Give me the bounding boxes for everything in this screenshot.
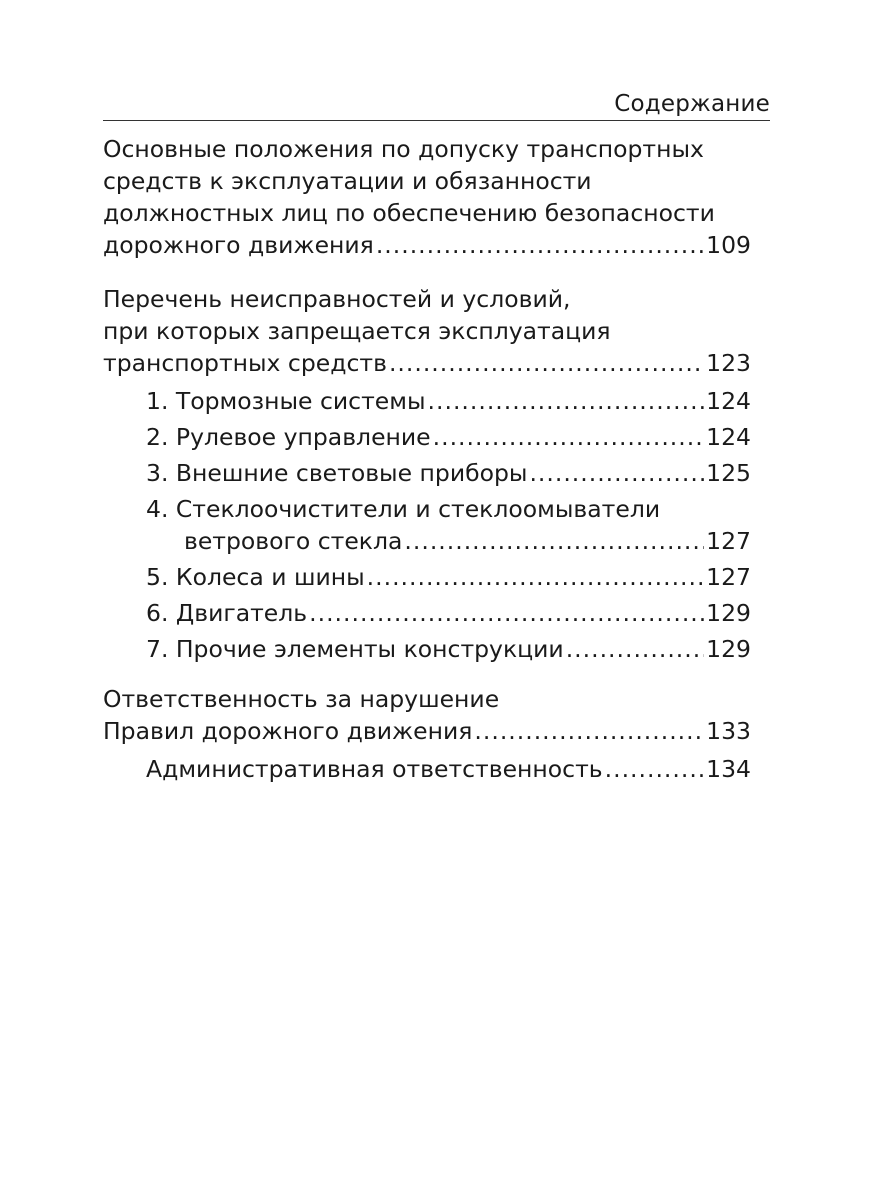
toc-subentry-wipers xyxy=(103,493,751,557)
toc-subentry-text: 2. Рулевое управление xyxy=(146,423,431,451)
spacer xyxy=(103,669,751,683)
table-of-contents xyxy=(103,133,751,789)
toc-leader-line xyxy=(146,457,751,489)
toc-subentry-text: 3. Внешние световые приборы xyxy=(146,459,528,487)
running-header xyxy=(103,88,770,121)
dot-leader xyxy=(474,715,704,747)
toc-entry-line: Основные положения по допуску транспортных xyxy=(103,135,704,163)
toc-subentry-other xyxy=(103,633,751,665)
toc-subentry-administrative xyxy=(103,753,751,785)
toc-entry-line: Перечень неисправностей и условий, xyxy=(103,285,571,313)
dot-leader xyxy=(367,561,704,593)
toc-leader-line xyxy=(146,633,751,665)
toc-leader-line xyxy=(146,525,751,557)
page-number: 124 xyxy=(706,387,751,415)
toc-leader-line xyxy=(103,229,751,261)
toc-subentry-text: 5. Колеса и шины xyxy=(146,563,365,591)
toc-entry-vehicle-admission xyxy=(103,133,751,261)
toc-subentry-text: 1. Тормозные системы xyxy=(146,387,426,415)
dot-leader xyxy=(433,421,705,453)
toc-subentry-continuation: ветрового стекла xyxy=(184,527,403,555)
page-number: 129 xyxy=(706,635,751,663)
page-number: 109 xyxy=(706,231,751,259)
toc-entry-malfunctions xyxy=(103,283,751,379)
toc-leader-line xyxy=(103,347,751,379)
toc-subentry-steering xyxy=(103,421,751,453)
dot-leader xyxy=(404,525,704,557)
toc-leader-line xyxy=(146,421,751,453)
toc-leader-line xyxy=(146,597,751,629)
toc-subentry-text: 7. Прочие элементы конструкции xyxy=(146,635,564,663)
toc-entry-line: средств к эксплуатации и обязанности xyxy=(103,167,592,195)
toc-entry-line: Ответственность за нарушение xyxy=(103,685,500,713)
page-number: 129 xyxy=(706,599,751,627)
dot-leader xyxy=(566,633,704,665)
running-header-title: Содержание xyxy=(614,91,770,117)
toc-entry-line: при которых запрещается эксплуатация xyxy=(103,317,611,345)
toc-subentry-text: 4. Стеклоочистители и стеклоомыватели xyxy=(146,495,661,523)
dot-leader xyxy=(428,385,705,417)
page-number: 134 xyxy=(706,755,751,783)
toc-leader-line xyxy=(146,385,751,417)
toc-subentry-engine xyxy=(103,597,751,629)
toc-leader-line xyxy=(146,753,751,785)
toc-leader-line xyxy=(103,715,751,747)
dot-leader xyxy=(376,229,704,261)
toc-subentry-text: Административная ответственность xyxy=(146,755,603,783)
page-number: 125 xyxy=(706,459,751,487)
toc-entry-line: транспортных средств xyxy=(103,349,387,377)
page-number: 124 xyxy=(706,423,751,451)
page-number: 127 xyxy=(706,563,751,591)
dot-leader xyxy=(529,457,704,489)
page-number: 133 xyxy=(706,717,751,745)
toc-entry-line: Правил дорожного движения xyxy=(103,717,473,745)
toc-subentry-brakes xyxy=(103,385,751,417)
dot-leader xyxy=(389,347,704,379)
page-number: 127 xyxy=(706,527,751,555)
toc-leader-line xyxy=(146,561,751,593)
toc-subentry-text: 6. Двигатель xyxy=(146,599,308,627)
dot-leader xyxy=(309,597,704,629)
toc-subentry-wheels xyxy=(103,561,751,593)
dot-leader xyxy=(605,753,705,785)
toc-subentry-lights xyxy=(103,457,751,489)
page-number: 123 xyxy=(706,349,751,377)
toc-entry-line: дорожного движения xyxy=(103,231,374,259)
toc-entry-liability xyxy=(103,683,751,747)
toc-entry-line: должностных лиц по обеспечению безопасности xyxy=(103,199,715,227)
